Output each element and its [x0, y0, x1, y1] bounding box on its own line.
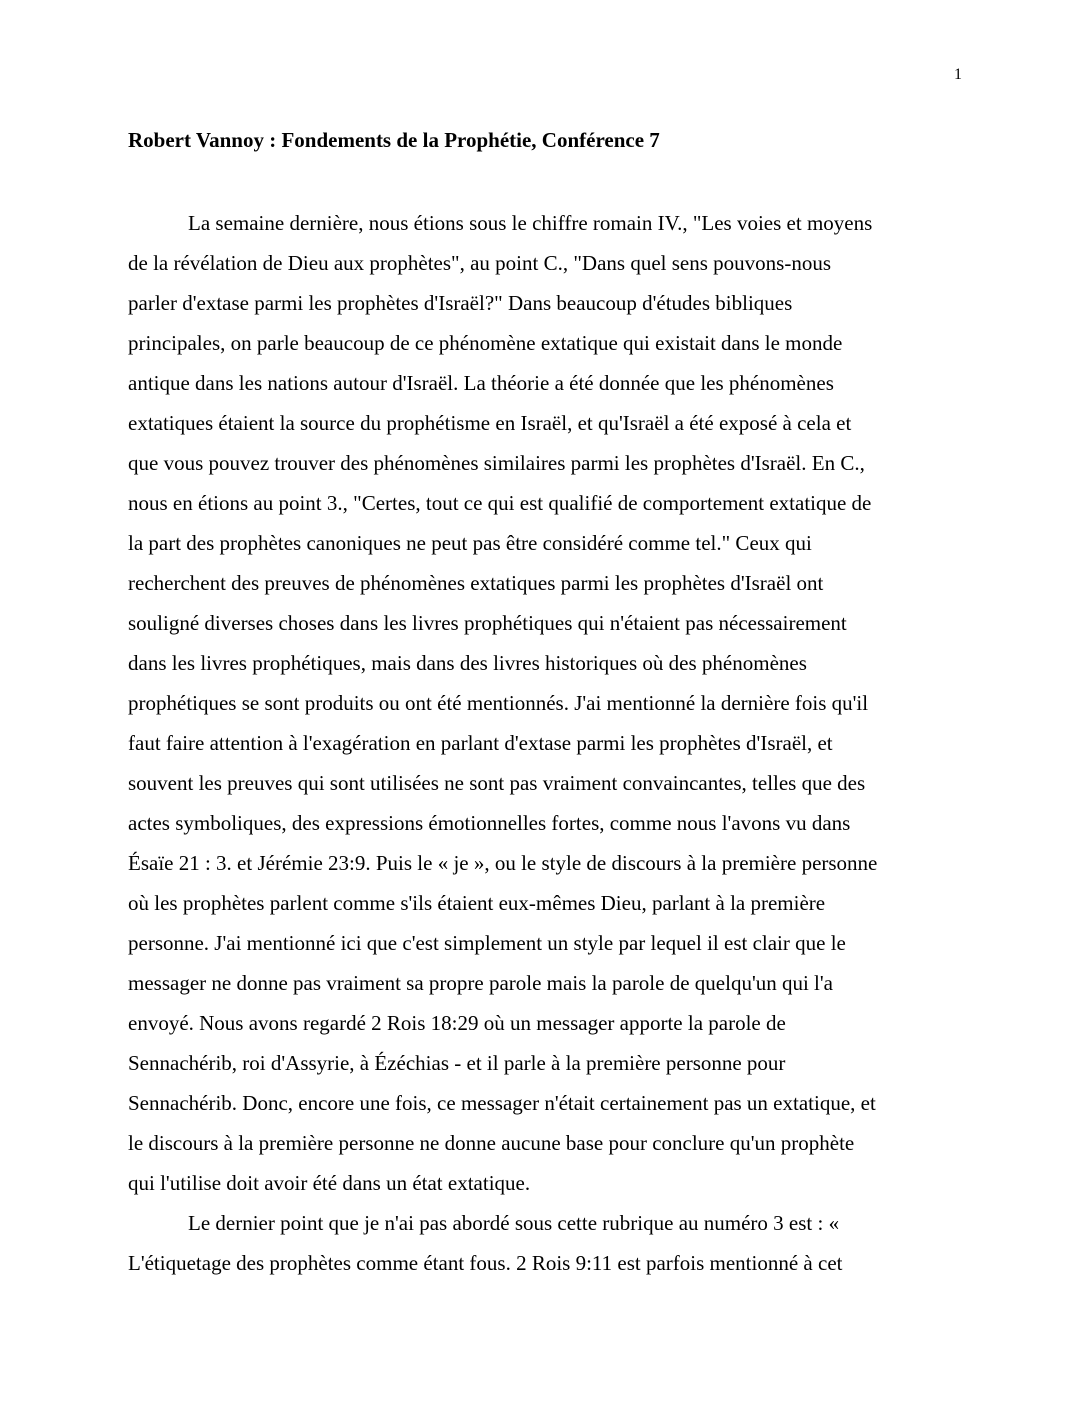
text-line: Le dernier point que je n'ai pas abordé sous cette rubrique au numéro 3 est : «	[188, 1211, 840, 1235]
text-line: extatiques étaient la source du prophétisme en Israël, et qu'Israël a été exposé à cela et	[128, 411, 852, 435]
text-line: de la révélation de Dieu aux prophètes", au point C., "Dans quel sens pouvons-nous	[128, 251, 831, 275]
page-number: 1	[954, 66, 962, 83]
text-line: dans les livres prophétiques, mais dans des livres historiques où des phénomènes	[128, 651, 807, 675]
text-line: souvent les preuves qui sont utilisées ne sont pas vraiment convaincantes, telles que des	[128, 771, 866, 795]
paragraph-2	[128, 1203, 958, 1283]
text-line: qui l'utilise doit avoir été dans un état extatique.	[128, 1171, 531, 1195]
paragraph-1	[128, 203, 958, 1203]
text-line: souligné diverses choses dans les livres prophétiques qui n'étaient pas nécessairement	[128, 611, 847, 635]
text-line: où les prophètes parlent comme s'ils étaient eux-mêmes Dieu, parlant à la première	[128, 891, 826, 915]
text-line: messager ne donne pas vraiment sa propre parole mais la parole de quelqu'un qui l'a	[128, 971, 833, 995]
text-line: actes symboliques, des expressions émotionnelles fortes, comme nous l'avons vu dans	[128, 811, 851, 835]
text-line: la part des prophètes canoniques ne peut pas être considéré comme tel." Ceux qui	[128, 531, 812, 555]
text-line: Sennachérib. Donc, encore une fois, ce messager n'était certainement pas un extatique, et	[128, 1091, 876, 1115]
text-line: Ésaïe 21 : 3. et Jérémie 23:9. Puis le « je », ou le style de discours à la première personne	[128, 851, 878, 875]
text-line: principales, on parle beaucoup de ce phénomène extatique qui existait dans le monde	[128, 331, 843, 355]
text-line: prophétiques se sont produits ou ont été mentionnés. J'ai mentionné la dernière fois qu'il	[128, 691, 869, 715]
text-line: L'étiquetage des prophètes comme étant fous. 2 Rois 9:11 est parfois mentionné à cet	[128, 1251, 843, 1275]
text-line: que vous pouvez trouver des phénomènes similaires parmi les prophètes d'Israël. En C.,	[128, 451, 865, 475]
text-line: parler d'extase parmi les prophètes d'Israël?" Dans beaucoup d'études bibliques	[128, 291, 793, 315]
text-line: Sennachérib, roi d'Assyrie, à Ézéchias - et il parle à la première personne pour	[128, 1051, 786, 1075]
document-body	[128, 203, 958, 1283]
text-line: le discours à la première personne ne donne aucune base pour conclure qu'un prophète	[128, 1131, 855, 1155]
text-line: faut faire attention à l'exagération en parlant d'extase parmi les prophètes d'Israël, et	[128, 731, 833, 755]
text-line: recherchent des preuves de phénomènes extatiques parmi les prophètes d'Israël ont	[128, 571, 824, 595]
text-line: envoyé. Nous avons regardé 2 Rois 18:29 où un messager apporte la parole de	[128, 1011, 786, 1035]
text-line: personne. J'ai mentionné ici que c'est simplement un style par lequel il est clair que le	[128, 931, 846, 955]
text-line: antique dans les nations autour d'Israël. La théorie a été donnée que les phénomènes	[128, 371, 834, 395]
text-line: La semaine dernière, nous étions sous le chiffre romain IV., "Les voies et moyens	[188, 211, 873, 235]
text-line: nous en étions au point 3., "Certes, tout ce qui est qualifié de comportement extatique de	[128, 491, 872, 515]
document-title: Robert Vannoy : Fondements de la Prophétie, Conférence 7	[128, 128, 660, 152]
